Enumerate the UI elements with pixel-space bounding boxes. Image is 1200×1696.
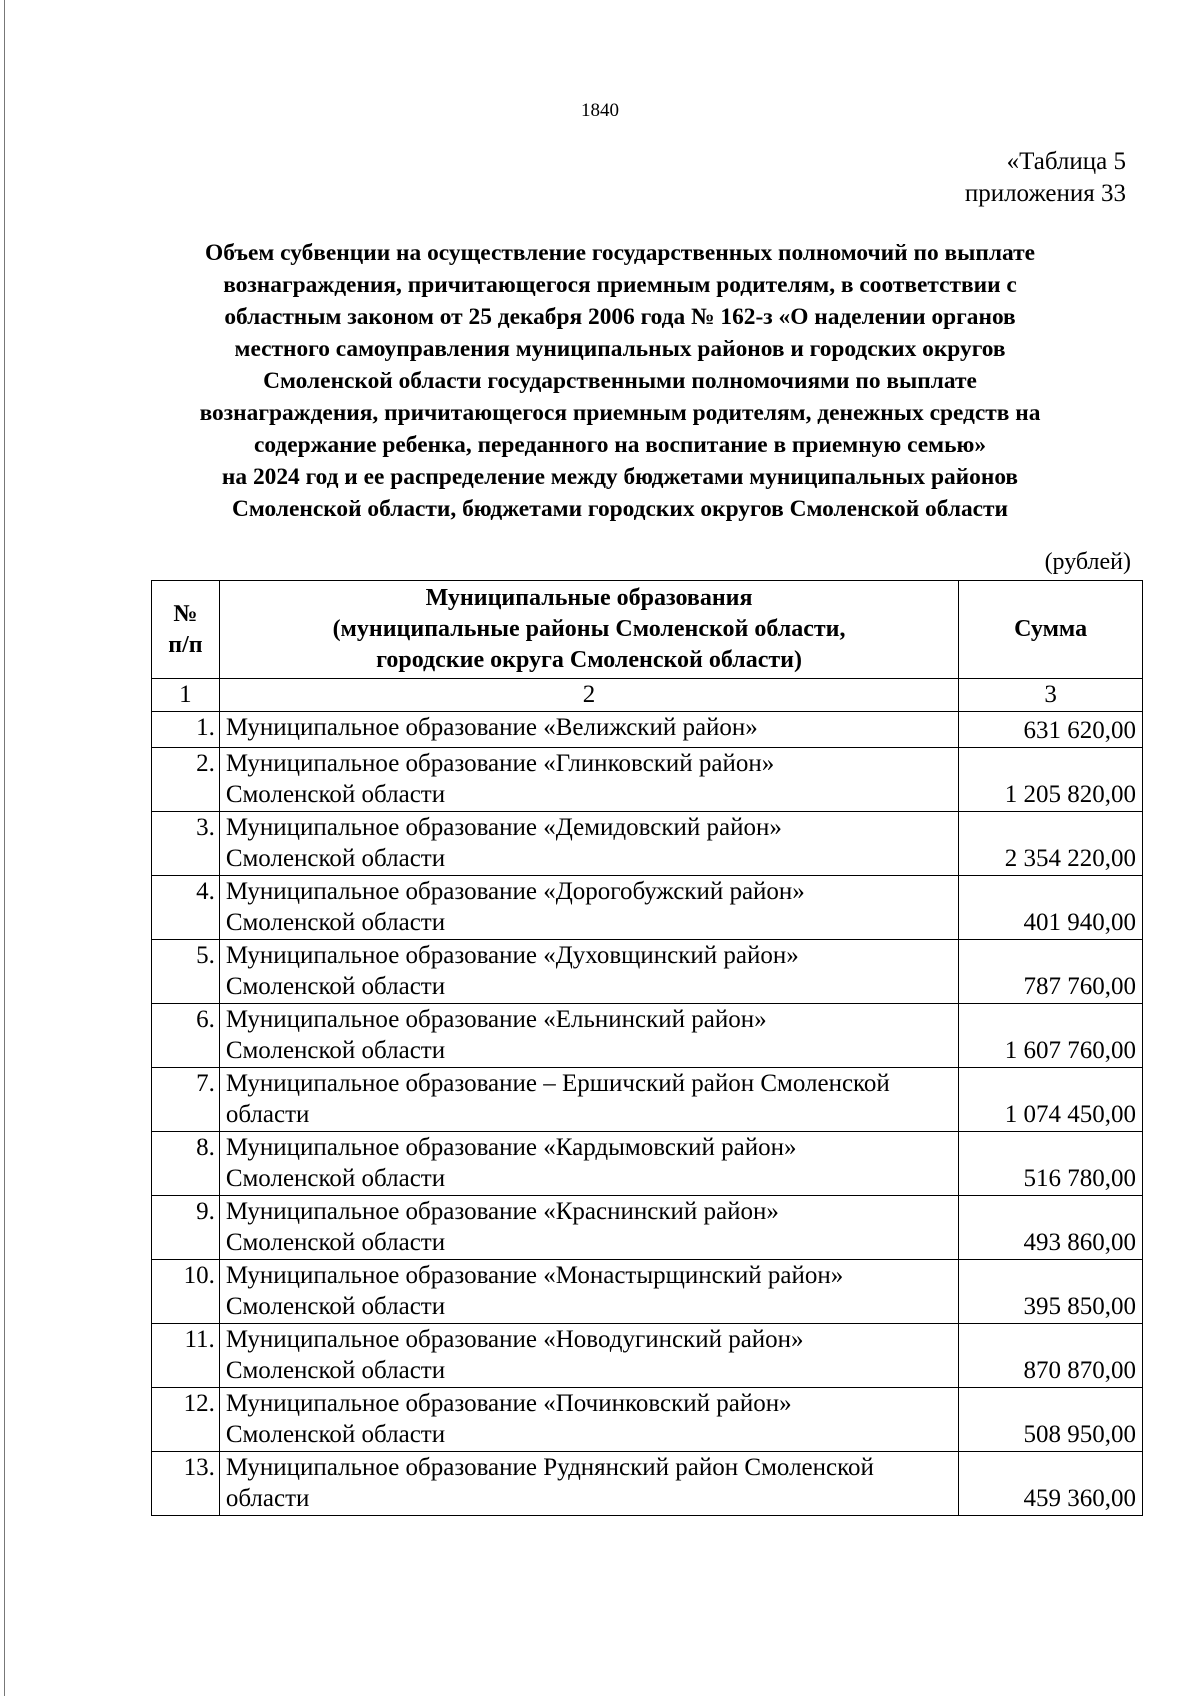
title-line: на 2024 год и ее распределение между бюджетами муниципальных районов [221,464,1019,490]
table-row [152,747,1143,811]
municipality-name-line: области [225,1485,310,1512]
municipality-name [219,747,958,811]
column-index-row [152,679,1143,712]
municipality-name [219,1259,958,1323]
municipality-name-line: Муниципальное образование Руднянский район Смоленской [225,1453,874,1481]
title-line: местного самоуправления муниципальных районов и городских округов [234,336,1006,362]
municipality-name [219,1451,958,1515]
table-row [152,1323,1143,1387]
header-name-line: (муниципальные районы Смоленской области, [332,616,846,642]
municipality-name-line: Муниципальное образование «Починковский район» [225,1389,792,1417]
title-line: Смоленской области, бюджетами городских округов Смоленской области [231,496,1009,522]
amount-value: 1 205 820,00 [959,747,1143,811]
table-row [152,1451,1143,1515]
table-ref-line: «Таблица 5 [1006,148,1126,175]
header-num-line: п/п [168,631,203,658]
municipality-name-line: Смоленской области [225,1293,446,1320]
municipality-name [219,1323,958,1387]
subvention-table [151,580,1143,1516]
table-row [152,1195,1143,1259]
municipality-name [219,1131,958,1195]
header-num [152,581,220,679]
row-number: 6. [152,1003,220,1067]
column-index: 2 [219,679,958,712]
municipality-name [219,711,958,747]
municipality-name-line: Муниципальное образование «Велижский район» [225,713,758,741]
municipality-name-line: Смоленской области [225,1357,446,1384]
municipality-name-line: Муниципальное образование «Демидовский район» [225,813,782,841]
table-row [152,939,1143,1003]
municipality-name-line: Муниципальное образование «Ельнинский район» [225,1005,767,1033]
row-number: 2. [152,747,220,811]
municipality-name-line: Смоленской области [225,1229,446,1256]
municipality-name [219,875,958,939]
municipality-name [219,1067,958,1131]
table-ref-line: приложения 33 [964,180,1126,207]
municipality-name-line: Смоленской области [225,845,446,872]
municipality-name [219,1195,958,1259]
municipality-name-line: Муниципальное образование «Дорогобужский район» [225,877,805,905]
municipality-name-line: Смоленской области [225,973,446,1000]
units-label: (рублей) [1044,549,1131,575]
amount-value: 787 760,00 [959,939,1143,1003]
row-number: 7. [152,1067,220,1131]
municipality-name-line: Смоленской области [225,909,446,936]
municipality-name-line: Смоленской области [225,1421,446,1448]
municipality-name-line: Муниципальное образование «Глинковский район» [225,749,775,777]
row-number: 5. [152,939,220,1003]
amount-value: 493 860,00 [959,1195,1143,1259]
column-index: 1 [152,679,220,712]
row-number: 8. [152,1131,220,1195]
row-number: 1. [152,711,220,747]
table-header-row [152,581,1143,679]
amount-value: 508 950,00 [959,1387,1143,1451]
municipality-name-line: Смоленской области [225,1165,446,1192]
title-line: содержание ребенка, переданного на воспитание в приемную семью» [253,432,987,458]
row-number: 4. [152,875,220,939]
table-row [152,1067,1143,1131]
header-num-line: № [173,600,198,627]
table-reference [965,146,1126,210]
amount-value: 516 780,00 [959,1131,1143,1195]
header-name-line: городские округа Смоленской области) [376,647,802,673]
municipality-name-line: Муниципальное образование «Монастырщинский район» [225,1261,844,1289]
page-edge-line [4,0,5,1696]
table-row [152,711,1143,747]
row-number: 12. [152,1387,220,1451]
amount-value: 1 074 450,00 [959,1067,1143,1131]
table-row [152,1131,1143,1195]
row-number: 11. [152,1323,220,1387]
municipality-name-line: Муниципальное образование «Духовщинский район» [225,941,799,969]
row-number: 13. [152,1451,220,1515]
document-title [130,237,1110,525]
header-name [219,581,958,679]
title-line: вознаграждения, причитающегося приемным родителям, в соответствии с [223,272,1017,298]
municipality-name [219,1003,958,1067]
table-row [152,811,1143,875]
title-line: областным законом от 25 декабря 2006 года № 162-з «О наделении органов [224,304,1016,330]
amount-value: 870 870,00 [959,1323,1143,1387]
title-line: Объем субвенции на осуществление государственных полномочий по выплате [205,240,1035,266]
municipality-name [219,939,958,1003]
municipality-name [219,811,958,875]
page-number: 1840 [581,100,619,121]
row-number: 9. [152,1195,220,1259]
municipality-name-line: Муниципальное образование «Кардымовский район» [225,1133,797,1161]
table-row [152,1003,1143,1067]
municipality-name-line: Смоленской области [225,1037,446,1064]
header-sum: Сумма [959,581,1143,679]
table-row [152,1259,1143,1323]
table-row [152,1387,1143,1451]
municipality-name-line: Муниципальное образование «Новодугинский район» [225,1325,804,1353]
municipality-name-line: Муниципальное образование – Ершичский район Смоленской [225,1069,890,1097]
amount-value: 395 850,00 [959,1259,1143,1323]
amount-value: 631 620,00 [959,711,1143,747]
amount-value: 401 940,00 [959,875,1143,939]
municipality-name-line: Смоленской области [225,781,446,808]
column-index: 3 [959,679,1143,712]
table-body [152,679,1143,1516]
amount-value: 2 354 220,00 [959,811,1143,875]
amount-value: 459 360,00 [959,1451,1143,1515]
header-name-line: Муниципальные образования [425,585,753,611]
municipality-name-line: области [225,1101,310,1128]
municipality-name-line: Муниципальное образование «Краснинский район» [225,1197,779,1225]
municipality-name [219,1387,958,1451]
title-line: вознаграждения, причитающегося приемным родителям, денежных средств на [199,400,1041,426]
title-line: Смоленской области государственными полномочиями по выплате [263,368,977,394]
amount-value: 1 607 760,00 [959,1003,1143,1067]
row-number: 10. [152,1259,220,1323]
table-row [152,875,1143,939]
row-number: 3. [152,811,220,875]
